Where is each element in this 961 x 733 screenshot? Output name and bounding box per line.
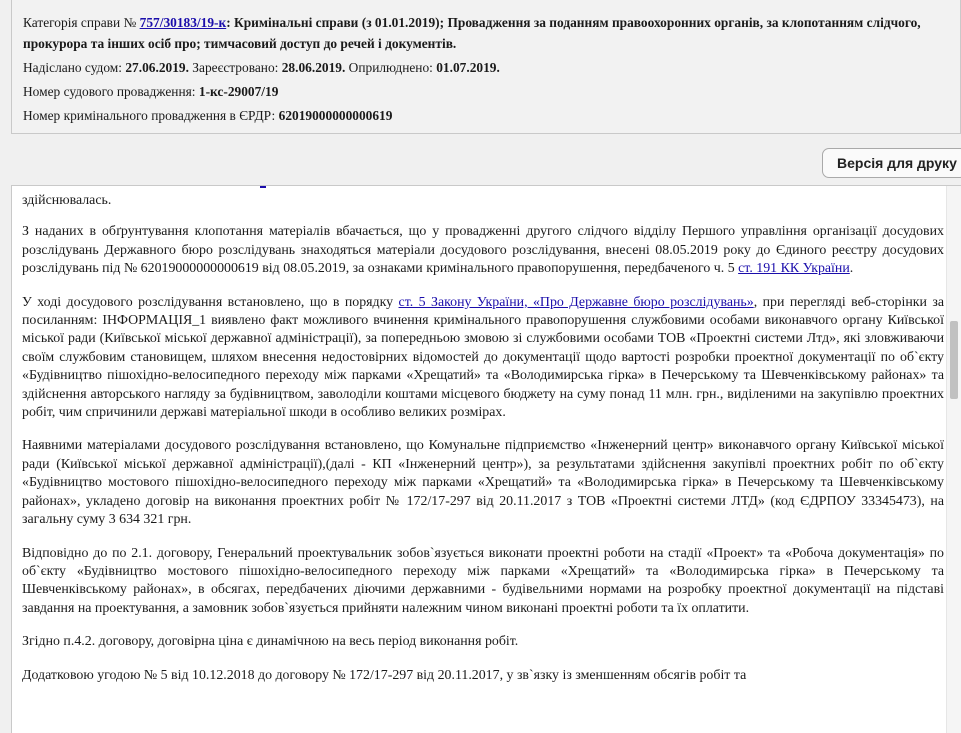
- published-date: 01.07.2019.: [436, 60, 500, 75]
- paragraph-5: Згідно п.4.2. договору, договірна ціна є динамічною на весь період виконання робіт.: [22, 634, 519, 650]
- case-info-panel: [11, 0, 961, 134]
- case-category: [23, 12, 960, 54]
- published-label: Оприлюднено:: [345, 60, 437, 75]
- paragraph-4: Відповідно до по 2.1. договору, Генеральний проектувальник зобов`язується виконати проектні роботи на стадії «Проект» та «Робоча документація» по об`єкту «Будівництво мостового пішохідно-велосипедного переходу між парками «Хрещатий» та «Володимирська гірка» в Печерському та Шевченківському районах», в обсягах, передбачених діючими державними - будівельними нормами на розробку проектної документації на підставі завдання на проектування, а замовник зобов`язується прийняти належним чином виконані проектні роботи та їх оплатити.: [22, 545, 944, 616]
- court-proceeding-number: [23, 81, 960, 102]
- court-number-value: 1-кс-29007/19: [198, 84, 279, 99]
- paragraph-1: [22, 223, 944, 278]
- erdr-label: Номер кримінального провадження в ЄРДР:: [23, 108, 279, 123]
- case-dates: [23, 57, 960, 78]
- erdr-number: [23, 105, 960, 126]
- print-version-button[interactable]: Версія для друку: [822, 148, 961, 178]
- registered-label: Зареєстровано:: [188, 60, 282, 75]
- paragraph-1-text: З наданих в обґрунтування клопотання матеріалів вбачається, що у провадженні другого слідчого відділу Першого управління організації досудових розслідувань Державного бюро розслідувань знаходяться матеріали досудового розслідування, внесені 08.05.2019 року до Єдиного реєстру досудових розслідувань під № 62019000000000619 від 08.05.2019, за ознаками кримінального правопорушення, передбаченого ч. 5: [22, 224, 944, 277]
- scrollbar-thumb[interactable]: [950, 321, 958, 399]
- sent-date: 27.06.2019.: [125, 60, 189, 75]
- paragraph-2-text: , при перегляді веб-сторінки за посиланням: ІНФОРМАЦІЯ_1 виявлено факт можливого вчинення кримінального правопорушення службовими особами виконавчого органу Київської міської ради (Київської міської державної адміністрації), за попередньою змовою зі службовими особами ТОВ «Проектні системи Лтд», які зловживаючи своїм службовим становищем, шляхом внесення недостовірних відомостей до документації щодо вартості розробки проектної документації по об`єкту «Будівництво пішохідно-велосипедного переходу між парками «Хрещатий» та «Володимирська гірка» в Печерському та Шевченківському районах» та здійснення авторського нагляду за будівництвом, заволоділи коштами місцевого бюджету на суму понад 11 млн. грн., виділеними на закупівлю проектних робіт, чим спричинили державі матеріальної шкоди в особливо великих розмірах.: [22, 294, 945, 421]
- sent-label: Надіслано судом:: [23, 60, 126, 75]
- case-number-link[interactable]: 757/30183/19-к: [139, 15, 227, 30]
- paragraph-2-start: У ході досудового розслідування встановлено, що в порядку: [22, 294, 399, 310]
- registered-date: 28.06.2019.: [281, 60, 346, 75]
- document-viewer[interactable]: [11, 185, 961, 733]
- paragraph-6: Додатковою угодою № 5 від 10.12.2018 до договору № 172/17-297 від 20.11.2017, у зв`язку із зменшенням обсягів робіт та: [22, 667, 747, 683]
- erdr-value: 62019000000000619: [278, 108, 393, 123]
- article-191-link[interactable]: ст. 191 КК України: [738, 261, 850, 277]
- category-prefix: Категорія справи №: [23, 15, 140, 30]
- document-body: [22, 186, 944, 700]
- dbr-law-link[interactable]: ст. 5 Закону України, «Про Державне бюро розслідувань»: [398, 294, 754, 310]
- paragraph-3: Наявними матеріалами досудового розслідування встановлено, що Комунальне підприємство «Інженерний центр» виконавчого органу Київської міської ради (Київської міської державної адміністрації),(далі - КП «Інженерний центр»), за результатами здійснення закупівлі проектних робіт по об`єкту «Будівництво мостового пішохідно-велосипедного переходу між парками «Хрещатий» та «Володимирська гірка» в Печерському та Шевченківському районах», укладено договір на виконання проектних робіт № 172/17-297 від 20.11.2017 з ТОВ «Проектні системи ЛТД» (код ЄДРПОУ 33345473), на загальну суму 3 634 321 грн.: [22, 438, 944, 528]
- paragraph-2: [22, 294, 944, 423]
- court-number-label: Номер судового провадження:: [23, 84, 199, 99]
- vertical-scrollbar[interactable]: [946, 186, 961, 733]
- paragraph-1-end: .: [849, 261, 854, 277]
- paragraph-0: здійснювалась.: [22, 193, 112, 208]
- category-text: : Кримінальні справи (з 01.01.2019); Провадження за поданням правоохоронних органів, за клопотанням слідчого, прокурора та інших осіб про; тимчасовий доступ до речей і документів.: [23, 15, 921, 51]
